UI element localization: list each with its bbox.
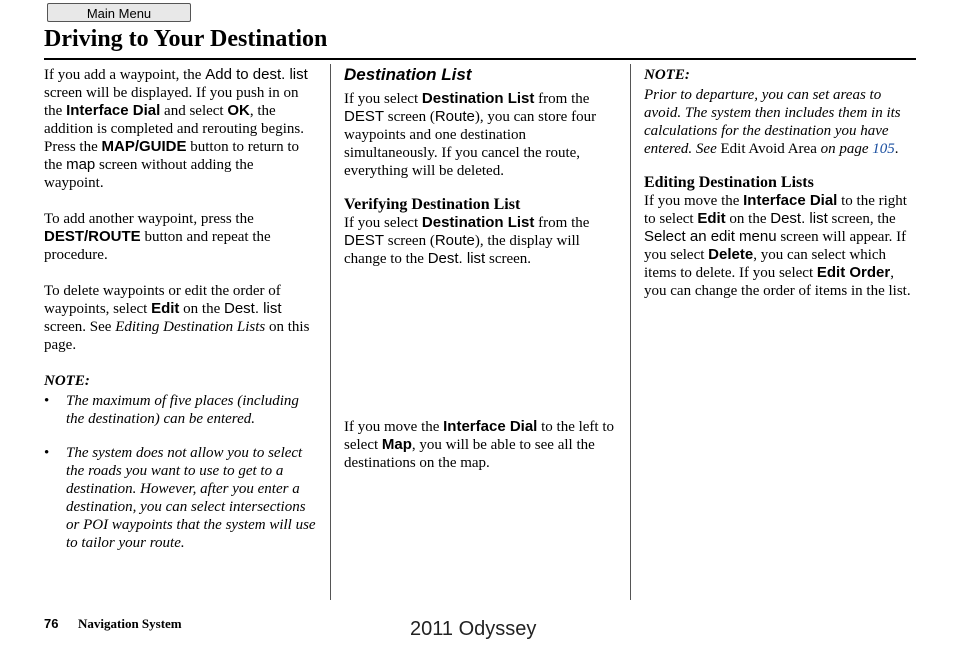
main-menu-button[interactable]: Main Menu [47, 3, 191, 22]
text-run: and select [160, 103, 228, 119]
paragraph-map-view [344, 418, 616, 472]
text-run: on this page. [44, 319, 310, 353]
text-run: Prior to departure, you can set areas to avoid. The system then includes them in its calculations for the destination you have entered. See [644, 87, 901, 157]
text-run: screen ( [384, 109, 435, 125]
text-run: Destination List [421, 90, 535, 107]
text-run: Destination List [421, 214, 535, 231]
text-run: To add another waypoint, press the [44, 211, 254, 227]
text-run: MAP/GUIDE [101, 138, 187, 155]
text-run: . [894, 141, 899, 157]
text-run: on page [816, 141, 873, 157]
text-run: to the left to select [344, 419, 615, 453]
note-avoid-area [644, 86, 916, 158]
text-run: button and repeat the procedure. [44, 229, 271, 263]
text-run: , the addition is completed and rerouting begins. Press the [44, 103, 304, 155]
bullet-icon: • [44, 393, 50, 409]
paragraph-another-waypoint [44, 210, 316, 264]
text-run: screen will appear. If you select [644, 229, 907, 263]
text-run: from the [534, 215, 590, 231]
subheading-editing: Editing Destination Lists [644, 174, 814, 191]
title-divider [44, 58, 916, 60]
watermark: 2011 Odyssey [410, 618, 537, 640]
footer-system-name: Navigation System [78, 616, 182, 631]
column-middle [344, 66, 616, 490]
text-run: If you add a waypoint, the [44, 67, 206, 83]
page-number: 76 [44, 616, 59, 631]
note-text: The system does not allow you to select the roads you want to use to get to a destination. However, after you enter a destination, you can select intersections or POI waypoints that the system will use to tailor your route. [66, 445, 316, 551]
subheading-verifying: Verifying Destination List [344, 196, 521, 213]
text-run: Edit Order [816, 264, 891, 281]
text-run: If you move the [644, 193, 744, 209]
text-run: screen will be displayed. If you push in on the [44, 85, 299, 119]
text-run: DEST [344, 232, 385, 249]
text-run: screen without adding the waypoint. [44, 157, 254, 191]
page-title: Driving to Your Destination [44, 26, 328, 52]
text-run: If you move the [344, 419, 444, 435]
bullet-icon: • [44, 445, 50, 461]
paragraph-add-waypoint [44, 66, 316, 192]
text-run: Route [434, 232, 475, 249]
text-run: Interface Dial [743, 192, 838, 209]
text-run: screen. See [44, 319, 116, 335]
text-run: button to return to the [44, 139, 300, 173]
text-run: to the right to select [644, 193, 907, 227]
text-run: Interface Dial [443, 418, 538, 435]
paragraph-delete-waypoints [44, 282, 316, 354]
text-run: Route [434, 108, 475, 125]
text-run: Edit Avoid Area [720, 141, 817, 157]
column-left [44, 66, 316, 568]
text-run: screen ( [384, 233, 435, 249]
text-run: map [66, 156, 96, 173]
text-run: , you can change the order of items in the list. [644, 265, 911, 299]
note-text: The maximum of five places (including the destination) can be entered. [66, 393, 299, 427]
section-heading-destination-list: Destination List [344, 65, 472, 84]
text-run: Select an edit menu [644, 228, 777, 245]
text-run: screen. [485, 251, 532, 267]
text-run: Dest. list [770, 210, 828, 227]
text-run: , you will be able to see all the destinations on the map. [344, 437, 595, 471]
text-run: screen, the [827, 211, 896, 227]
text-run: on the [179, 301, 224, 317]
text-run: , you can select which items to delete. If you select [644, 247, 887, 281]
text-run: Editing Destination Lists [115, 319, 266, 335]
text-run: If you select [344, 91, 422, 107]
text-run: Map [381, 436, 412, 453]
column-right [644, 66, 916, 318]
text-run: ), the display will change to the [344, 233, 580, 267]
text-run: OK [227, 102, 250, 119]
paragraph-verifying [344, 214, 616, 268]
text-run: If you select [344, 215, 422, 231]
text-run: Edit [697, 210, 726, 227]
paragraph-destination-list [344, 90, 616, 180]
text-run: Delete [708, 246, 754, 263]
column-divider [330, 64, 331, 600]
note-item [44, 444, 316, 552]
page-link[interactable]: 105 [872, 141, 895, 157]
text-run: on the [725, 211, 771, 227]
text-run: ), you can store four waypoints and one destination simultaneously. If you cancel the route, everything will be deleted. [344, 109, 597, 179]
text-run: Edit [151, 300, 180, 317]
text-run: DEST/ROUTE [44, 228, 141, 245]
text-run: To delete waypoints or edit the order of waypoints, select [44, 283, 281, 317]
text-run: Dest. list [223, 300, 282, 317]
text-run: Interface Dial [66, 102, 161, 119]
paragraph-editing [644, 192, 916, 300]
note-list [44, 392, 316, 552]
note-item [44, 392, 316, 428]
text-run: Dest. list [427, 250, 486, 267]
text-run: DEST [344, 108, 385, 125]
text-run: Add to dest. list [205, 66, 308, 83]
text-run: from the [534, 91, 590, 107]
note-label: NOTE: [44, 373, 90, 389]
column-divider [630, 64, 631, 600]
note-label: NOTE: [644, 67, 690, 83]
